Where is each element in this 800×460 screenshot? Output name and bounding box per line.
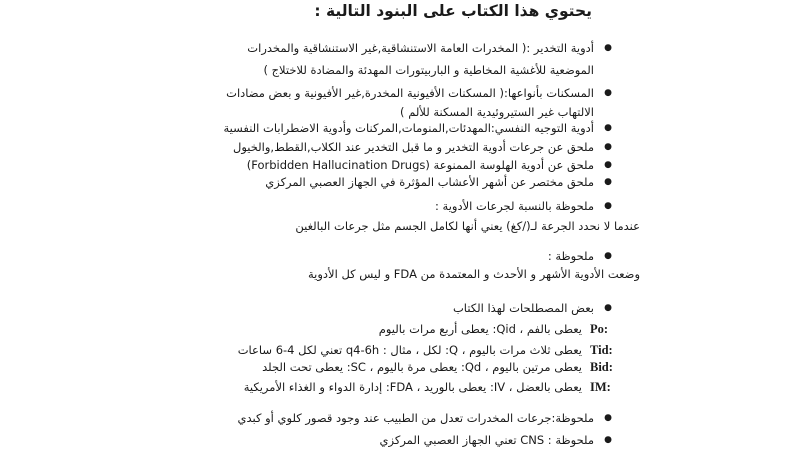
bullet-icon: ● xyxy=(604,435,612,445)
terms-heading: بعض المصطلحات لهذا الكتاب xyxy=(452,301,594,315)
contents-item-analgesics-line1: المسكنات بأنواعها:( المسكنات الأفيونية المخدرة,غير الأفيونية و بعض مضادات xyxy=(226,86,594,100)
term-row-text: يعطى بالفم ، Qid: يعطى أربع مرات باليوم xyxy=(378,322,582,336)
term-row-text: يعطى بالعضل ، IV: يعطى بالوريد ، FDA: إدارة الدواء و الغذاء الأمريكية xyxy=(243,380,582,394)
bullet-icon: ● xyxy=(604,88,612,98)
contents-item-psychotropics: أدوية التوجيه النفسي:المهدئات,المنومات,المركنات وأدوية الاضطرابات النفسية xyxy=(223,121,594,135)
term-row-text: يعطى مرتين باليوم ، Qd: يعطى مرة باليوم ، SC: يعطى تحت الجلد xyxy=(262,360,582,374)
contents-item-herbs: ملحق مختصر عن أشهر الأعشاب المؤثرة في الجهاز العصبي المركزي xyxy=(265,175,594,189)
contents-item-hallucinogens: ملحق عن أدوية الهلوسة الممنوعة (Forbidden Hallucination Drugs) xyxy=(246,158,594,172)
bullet-icon: ● xyxy=(604,160,612,170)
bullet-icon: ● xyxy=(604,142,612,152)
bullet-icon: ● xyxy=(604,43,612,53)
bullet-icon: ● xyxy=(604,201,612,211)
term-row-label: Bid: xyxy=(590,360,613,374)
term-row-label: IM: xyxy=(590,380,611,394)
term-row-text: يعطى ثلاث مرات باليوم ، Q: لكل ، مثال : q4-6h تعني لكل 4-6 ساعات xyxy=(237,343,582,357)
page-title: يحتوي هذا الكتاب على البنود التالية : xyxy=(314,2,592,20)
bullet-icon: ● xyxy=(604,123,612,133)
note-dosage-heading: ملحوظة بالنسبة لجرعات الأدوية : xyxy=(435,199,594,213)
note-cns: ملحوظة : CNS تعني الجهاز العصبي المركزي xyxy=(379,433,594,447)
contents-item-anesthetics-line2: الموضعية للأغشية المخاطية و الباربيتورات المهدئة والمضادة للاختلاج ) xyxy=(263,63,594,77)
note-dosage-text: عندما لا نحدد الجرعة لـ(/كغ) يعني أنها لكامل الجسم مثل جرعات البالغين xyxy=(295,219,640,233)
note-fda-text: وضعت الأدوية الأشهر و الأحدث و المعتمدة من FDA و ليس كل الأدوية xyxy=(308,267,640,281)
contents-item-dosage-appendix: ملحق عن جرعات أدوية التخدير و ما قبل التخدير عند الكلاب,القطط,والخيول xyxy=(232,140,594,154)
term-row-label: Tid: xyxy=(590,343,613,357)
note-fda-heading: ملحوظة : xyxy=(547,249,594,263)
contents-item-anesthetics-line1: أدوية التخدير :( المخدرات العامة الاستنشاقية,غير الاستنشاقية والمخدرات xyxy=(247,41,594,55)
bullet-icon: ● xyxy=(604,303,612,313)
bullet-icon: ● xyxy=(604,177,612,187)
bullet-icon: ● xyxy=(604,413,612,423)
contents-item-analgesics-line2: الالتهاب غير الستيروئيدية المسكنة للألم ) xyxy=(400,105,594,119)
term-row-label: Po: xyxy=(590,322,609,336)
bullet-icon: ● xyxy=(604,251,612,261)
note-renal-hepatic: ملحوظة:جرعات المخدرات تعدل من الطبيب عند وجود قصور كلوي أو كبدي xyxy=(237,411,594,425)
